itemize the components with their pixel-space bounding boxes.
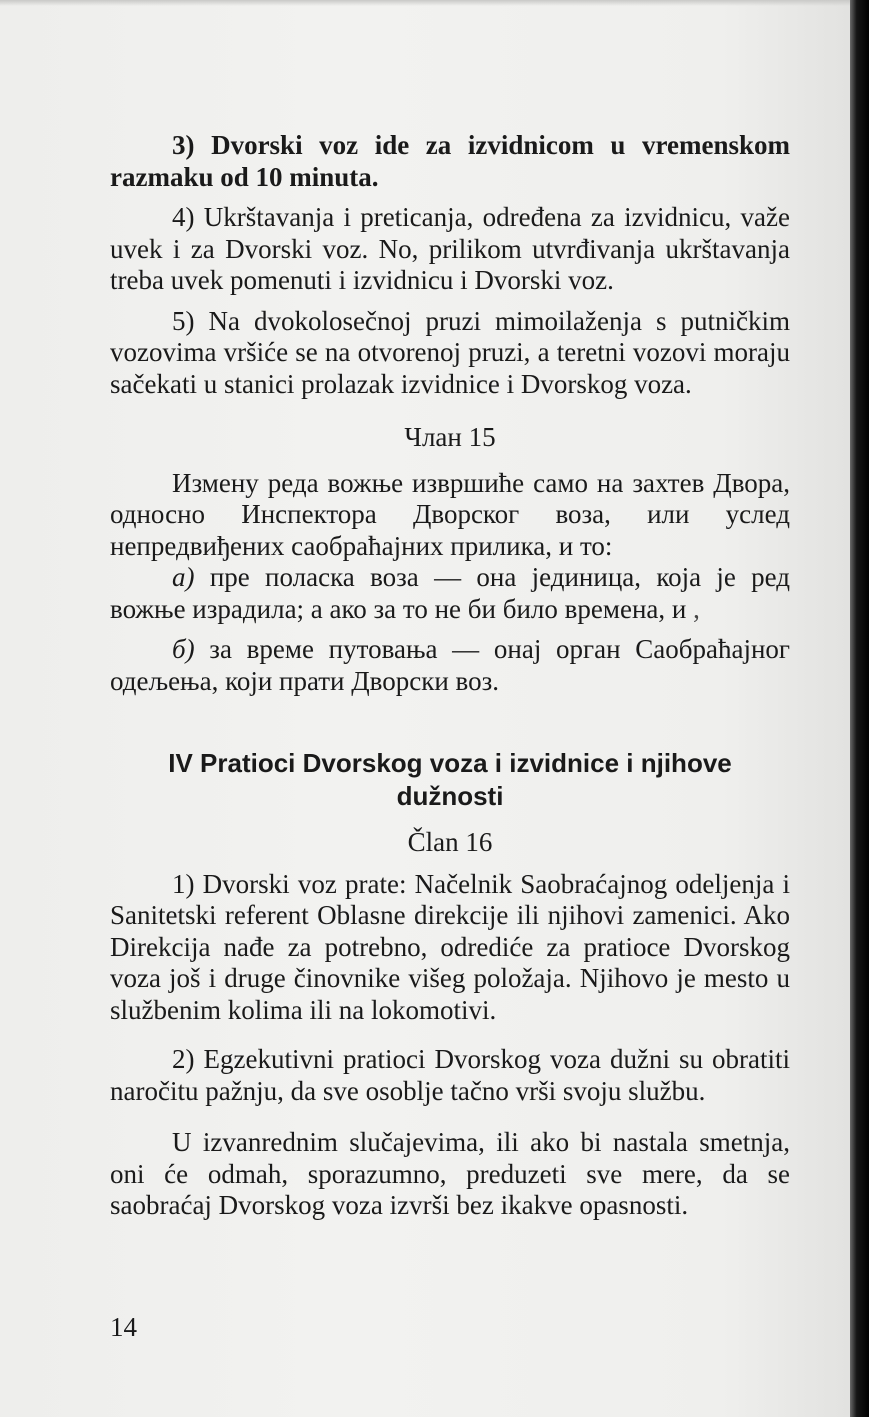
item-b-label: б)	[172, 634, 195, 664]
page-number: 14	[110, 1312, 137, 1342]
page-top-shadow	[0, 0, 850, 6]
article-16-paragraph-3: U izvanrednim slučajevima, ili ako bi nastala smetnja, oni će odmah, sporazumno, preduzeti sve mere, da se saobraćaj Dvorskog voza izvrši bez ikakve opasnosti.	[110, 1127, 790, 1220]
stray-mark: ,	[693, 593, 700, 624]
item-4-paragraph: 4) Ukrštavanja i preticanja, određena za izvidnicu, važe uvek i za Dvorski voz. No, prilikom utvrđivanja ukrštavanja treba uvek pomenuti i izvidnicu i Dvorski voz.	[110, 202, 790, 295]
article-16-paragraph-2: 2) Egzekutivni pratioci Dvorskog voza dužni su obratiti naročitu pažnju, da sve osoblje tačno vrši svoju službu.	[110, 1044, 790, 1106]
item-a-text: пре поласка воза — она јединица, која је ред вожње израдила; а ако за то не би било времена, и	[110, 562, 791, 624]
page-binding-edge	[850, 0, 869, 1417]
article-15-intro: Измену реда вожње извршиће само на захтев Двора, односно Инспектора Дворског воза, или услед непредвиђених саобраћајних прилика, и то:	[110, 467, 790, 561]
section-4-heading: IV Pratioci Dvorskog voza i izvidnice i njihove dužnosti	[168, 748, 732, 811]
page-body	[110, 130, 790, 1222]
article-16-paragraph-1: 1) Dvorski voz prate: Načelnik Saobraćajnog odeljenja i Sanitetski referent Oblasne direkcije ili njihovi zamenici. Ako Direkcija nađe za potrebno, odrediće za pratioce Dvorskog voza još i druge činovnike višeg položaja. Njihovo je mesto u službenim kolima ili na lokomotivi.	[110, 868, 790, 1025]
article-15-title: Члан 15	[404, 422, 496, 452]
item-b-text: за време путовања — онај орган Саобраћајног одељења, који прати Дворски воз.	[110, 634, 790, 696]
item-a-label: а)	[172, 562, 195, 592]
item-5-paragraph: 5) Na dvokolosečnoj pruzi mimoilaženja s putničkim vozovima vršiće se na otvorenoj pruzi, a teretni vozovi moraju sačekati u stanici prolazak izvidnice i Dvorskog voza.	[110, 305, 790, 399]
article-15-item-a	[110, 562, 790, 625]
article-15-item-b	[110, 634, 790, 697]
item-3-paragraph: 3) Dvorski voz ide za izvidnicom u vremenskom razmaku od 10 minuta.	[110, 130, 790, 192]
article-16-title: Član 16	[407, 827, 493, 857]
